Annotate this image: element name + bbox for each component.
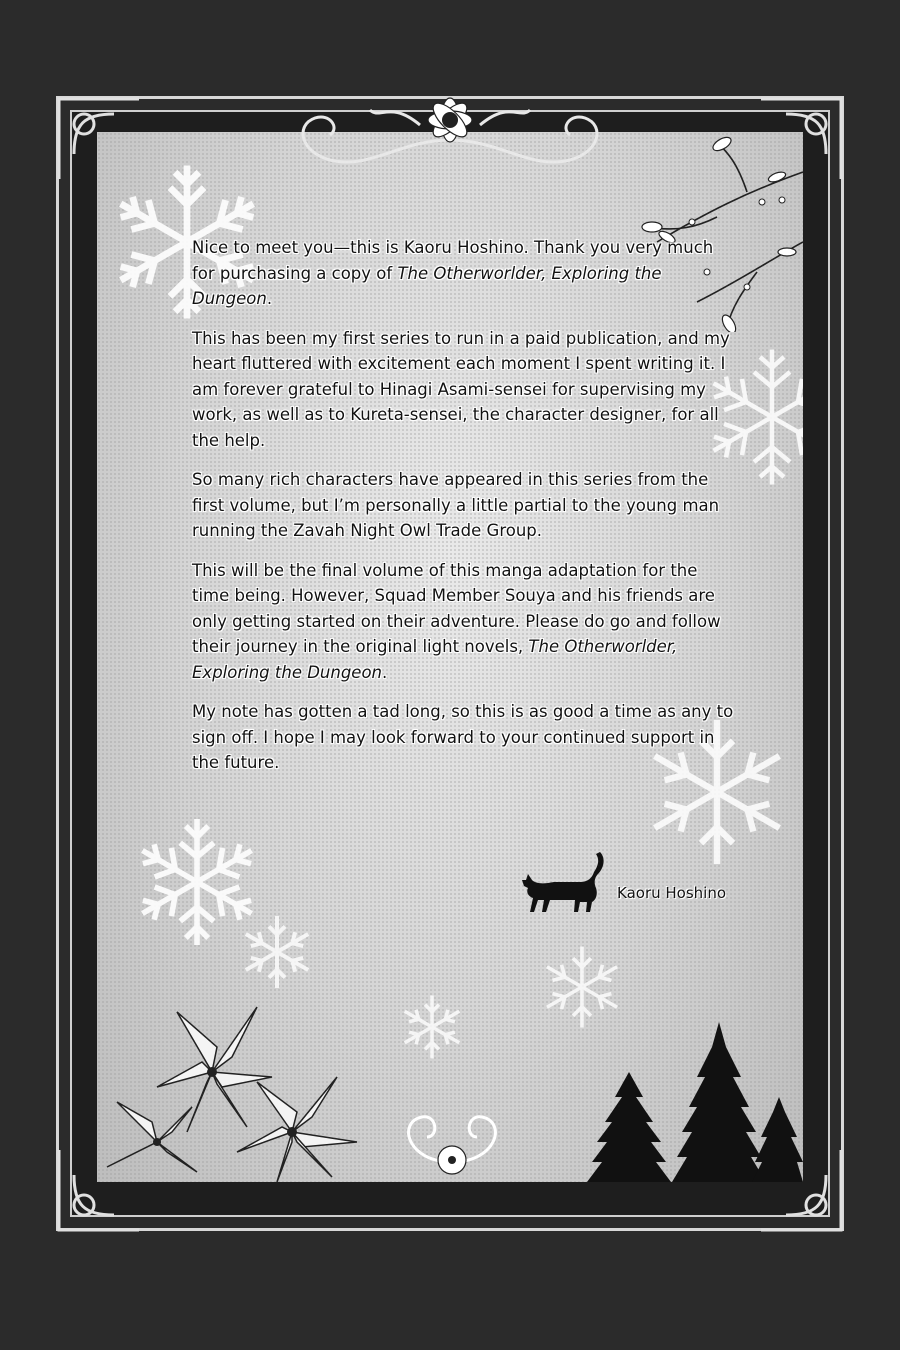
paragraph-text: Nice to meet you—this is Kaoru Hoshino. Thank you very much for purchasing a copy of — [192, 238, 714, 283]
letter-paragraph: My note has gotten a tad long, so this is as good a time as any to sign off. I hope I may look forward to your continued support in the future. — [192, 702, 734, 772]
corner-ornament-icon — [54, 94, 144, 184]
letter-paragraph: So many rich characters have appeared in this series from the first volume, but I’m personally a little partial to the young man running the Zavah Night Owl Trade Group. — [192, 470, 720, 540]
snowflake-icon — [397, 992, 467, 1062]
letter-paragraph — [192, 558, 737, 686]
signature: Kaoru Hoshino — [617, 884, 727, 902]
letter-paragraph: This has been my first series to run in a paid publication, and my heart fluttered with excitement each moment I spent writing it. I am forever grateful to Hinagi Asami-sensei for supervising my work, as well as to Kureta-sensei, the character designer, for all the help. — [192, 328, 730, 450]
snowflake-icon — [237, 912, 317, 992]
flourish-ornament-icon — [270, 80, 630, 190]
letter-paragraph — [192, 235, 737, 312]
corner-ornament-icon — [756, 1145, 846, 1235]
letter-body — [192, 235, 737, 790]
corner-ornament-icon — [756, 94, 846, 184]
corner-ornament-icon — [54, 1145, 144, 1235]
paragraph-text: This will be the final volume of this manga adaptation for the time being. However, Squad Member Souya and his friends are only getting started on their adventure. Please do go and follow their journey in the original light novels, — [192, 560, 721, 656]
flower-ornament-icon — [367, 1102, 537, 1182]
book-title: The Otherworlder, Exploring the Dungeon — [192, 263, 662, 308]
cat-silhouette-icon — [520, 850, 610, 915]
book-title: The Otherworlder, Exploring the Dungeon — [192, 637, 678, 682]
paragraph-text: . — [266, 289, 273, 308]
paragraph-text: . — [382, 662, 388, 682]
